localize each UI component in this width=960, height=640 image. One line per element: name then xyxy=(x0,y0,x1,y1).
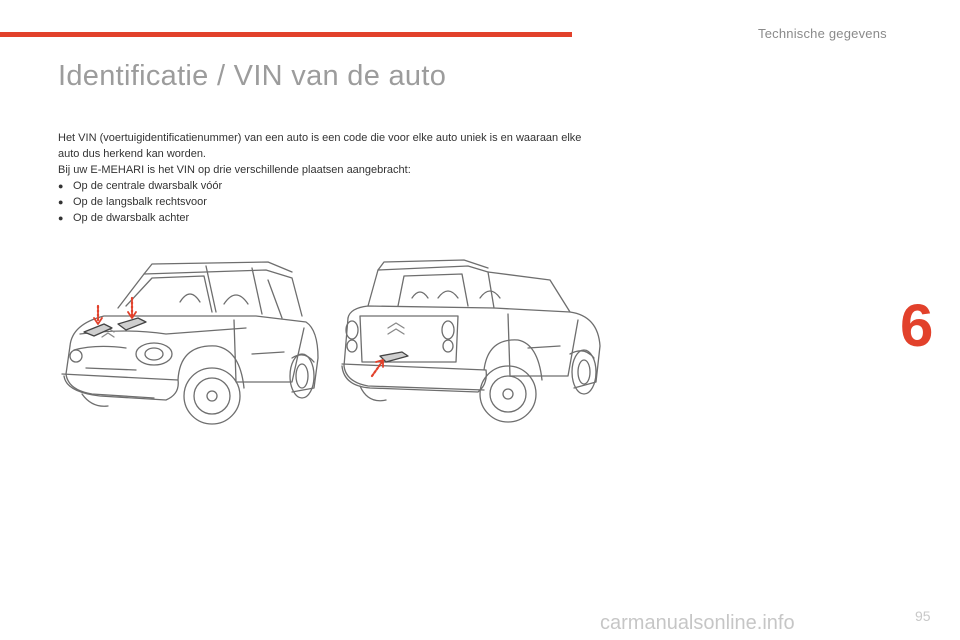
page-title: Identificatie / VIN van de auto xyxy=(58,60,447,92)
vin-locations-list xyxy=(58,178,598,226)
section-title: Technische gegevens xyxy=(758,26,887,41)
car-front-three-quarter-icon xyxy=(56,258,320,428)
watermark: carmanualsonline.info xyxy=(600,612,795,634)
body-text xyxy=(58,130,598,226)
list-item: ● Op de centrale dwarsbalk vóór xyxy=(58,178,598,194)
locations-intro: Bij uw E-MEHARI is het VIN op drie verschillende plaatsen aangebracht: xyxy=(58,164,411,176)
header-accent-bar xyxy=(0,32,572,37)
list-item: ● Op de langsbalk rechtsvoor xyxy=(58,194,598,210)
chapter-number: 6 xyxy=(900,292,934,359)
list-item: ● Op de dwarsbalk achter xyxy=(58,210,598,226)
page-number: 95 xyxy=(915,608,931,624)
car-rear-three-quarter-icon xyxy=(338,258,604,430)
intro-paragraph: Het VIN (voertuigidentificatienummer) van een auto is een code die voor elke auto uniek is en waaraan elke auto dus herkend kan worden. xyxy=(58,132,582,160)
